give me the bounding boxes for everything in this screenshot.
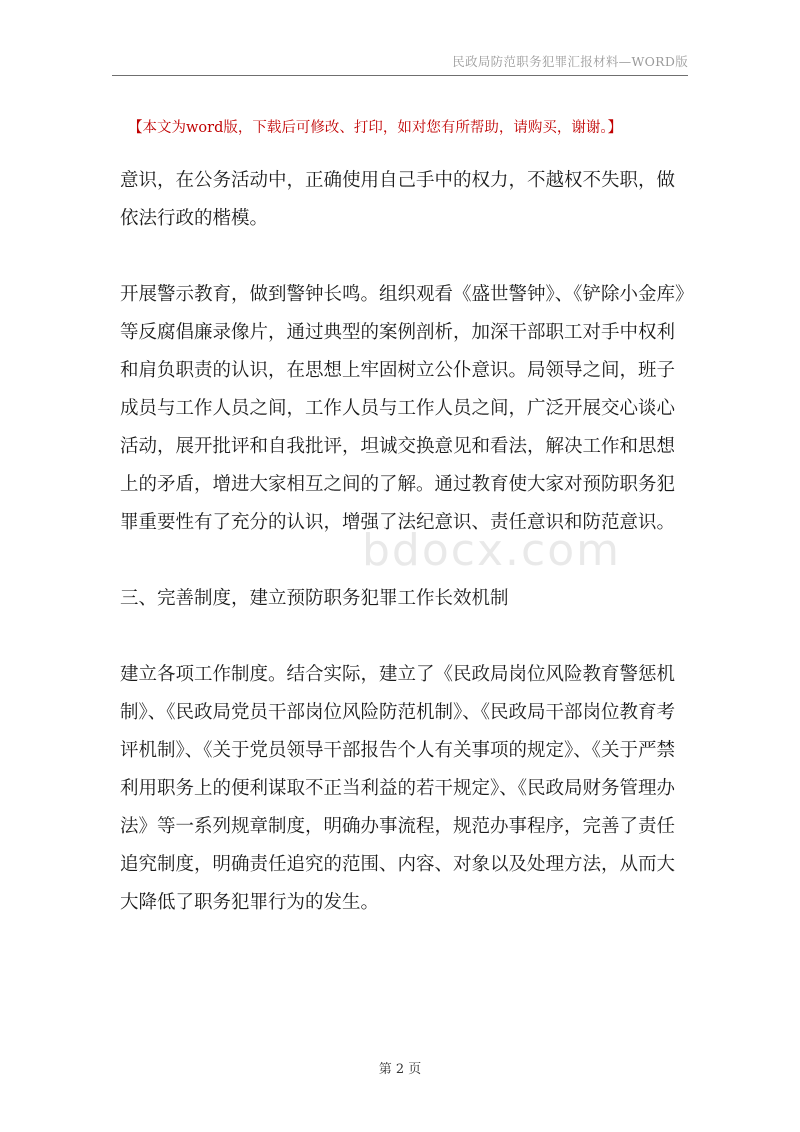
- page-number: 第 2 页: [378, 1062, 422, 1077]
- document-body: [120, 162, 686, 922]
- paragraph-1: 意识，在公务活动中，正确使用自己手中的权力，不越权不失职，做依法行政的楷模。: [120, 170, 676, 229]
- paragraph-3: 建立各项工作制度。结合实际，建立了《民政局岗位风险教育警惩机制》、《民政局党员干部岗位风险防范机制》、《民政局干部岗位教育考评机制》、《关于党员领导干部报告个人有关事项的规定》、《关于严禁利用职务上的便利谋取不正当利益的若干规定》、《民政局财务管理办法》等一系列规章制度，明确办事流程，规范办事程序，完善了责任追究制度，明确责任追究的范围、内容、对象以及处理方法，从而大大降低了职务犯罪行为的发生。: [120, 664, 676, 913]
- header-title: 民政局防范职务犯罪汇报材料—WORD版: [452, 54, 688, 69]
- header-divider: [112, 75, 688, 76]
- watermark: bdocx.com: [362, 525, 621, 576]
- paragraph-2: 开展警示教育，做到警钟长鸣。组织观看《盛世警钟》、《铲除小金库》等反腐倡廉录像片，通过典型的案例剖析，加深干部职工对手中权利和肩负职责的认识，在思想上牢固树立公仆意识。局领导之间，班子成员与工作人员之间，工作人员与工作人员之间，广泛开展交心谈心活动，展开批评和自我批评，坦诚交换意见和看法，解决工作和思想上的矛盾，增进大家相互之间的了解。通过教育使大家对预防职务犯罪重要性有了充分的认识，增强了法纪意识、责任意识和防范意识。: [120, 284, 685, 533]
- download-notice: 【本文为word版，下载后可修改、打印，如对您有所帮助，请购买，谢谢。】: [128, 120, 623, 136]
- section-heading: 三、完善制度，建立预防职务犯罪工作长效机制: [120, 588, 509, 609]
